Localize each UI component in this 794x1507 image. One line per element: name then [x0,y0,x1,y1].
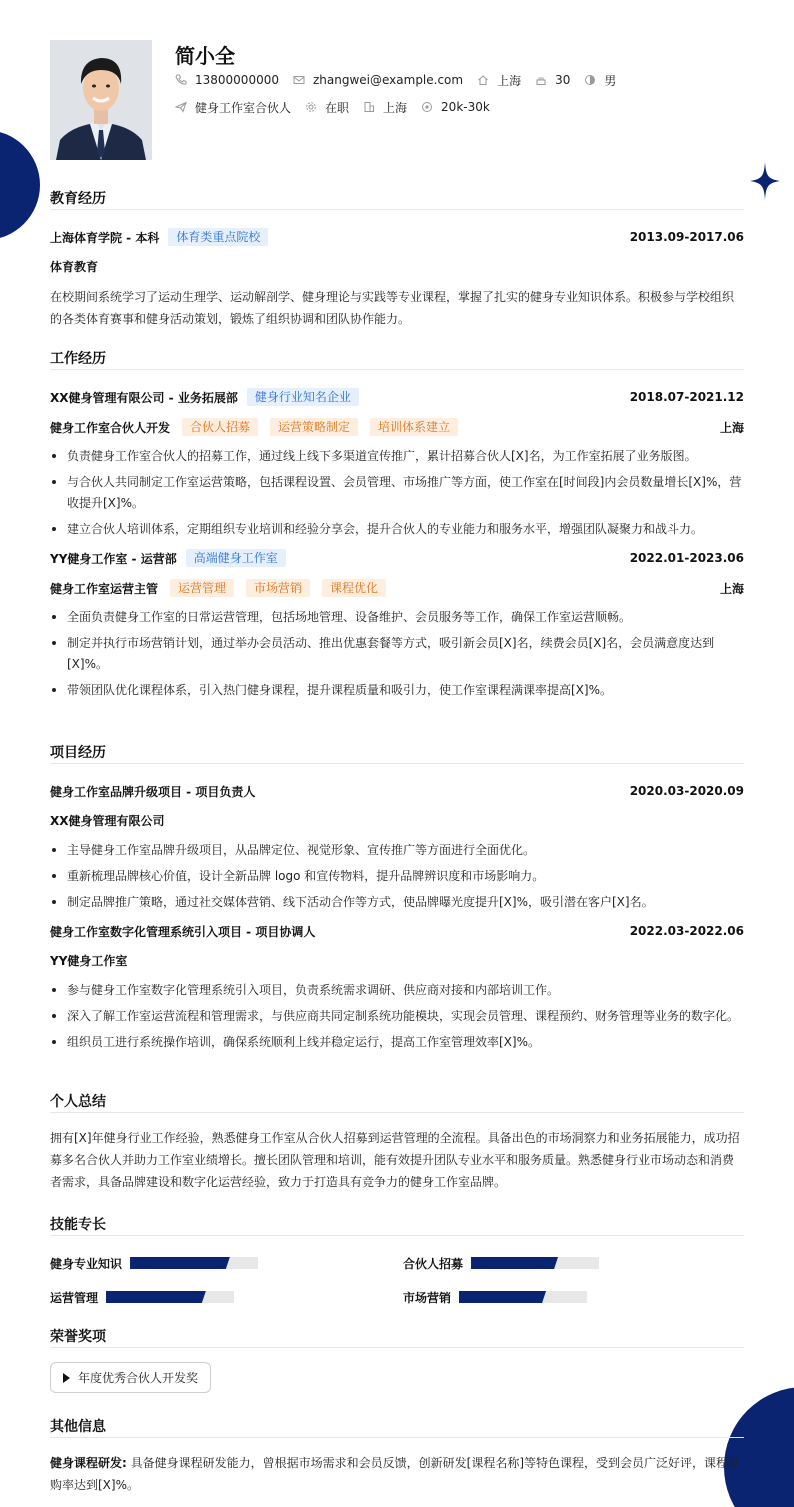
list-item: 制定并执行市场营销计划，通过举办会员活动、推出优惠套餐等方式，吸引新会员[X]名，续费会员[X]名，会员满意度达到[X]%。 [50,633,744,675]
skill-tag: 市场营销 [246,579,310,597]
project-bullets [50,840,744,913]
other-info-text [50,1452,744,1496]
section-title: 项目经历 [50,742,744,764]
skill-tag: 运营管理 [170,579,234,597]
work-section [50,348,744,706]
work-company-row [50,549,744,567]
list-item: 深入了解工作室运营流程和管理需求，与供应商共同定制系统功能模块，实现会员管理、课程预约、财务管理等业务的数字化。 [50,1006,744,1027]
skill-bar [471,1257,599,1269]
gear-icon [305,101,317,113]
list-item: 带领团队优化课程体系，引入热门健身课程，提升课程质量和吸引力，使工作室课程满课率提高[X]%。 [50,680,744,701]
age-text: 30 [555,73,571,87]
project-date: 2022.03-2022.06 [629,924,744,938]
list-item: 重新梳理品牌核心价值，设计全新品牌 logo 和宣传物料，提升品牌辨识度和市场影响力。 [50,866,744,887]
phone-text: 13800000000 [195,73,279,87]
project-org: YY健身工作室 [50,954,128,968]
work-company-row [50,388,744,406]
target-city-text: 上海 [383,100,408,115]
section-title: 工作经历 [50,348,744,370]
sparkle-icon [750,162,780,200]
skill-tag: 合伙人招募 [182,418,258,436]
candidate-name: 简小全 [175,44,235,68]
status-text: 在职 [325,100,350,115]
target-city-item [363,99,407,116]
award-name: 年度优秀合伙人开发奖 [78,1371,199,1385]
section-title: 其他信息 [50,1416,744,1438]
section-title: 个人总结 [50,1091,744,1113]
skill-name: 合伙人招募 [403,1256,464,1271]
school-name: 上海体育学院 - 本科 [50,230,160,245]
list-item: 制定品牌推广策略，通过社交媒体营销、线下活动合作等方式，使品牌曝光度提升[X]%，吸引潜在客户[X]名。 [50,892,744,913]
section-title: 技能专长 [50,1214,744,1236]
summary-section [50,1091,744,1193]
phone-item [175,73,279,87]
work-city: 上海 [719,420,744,435]
email-item [293,73,463,87]
skill-item [50,1255,258,1271]
company-name: XX健身管理有限公司 - 业务拓展部 [50,390,238,405]
resume-header [50,40,744,160]
skill-bar-fill [459,1291,546,1303]
home-icon [477,74,489,86]
project-header-row [50,922,744,940]
project-header-row [50,782,744,800]
work-bullets [50,607,744,701]
status-item [305,99,349,116]
mail-icon [293,74,305,86]
skill-bar [459,1291,587,1303]
work-item [50,549,744,701]
skill-name: 市场营销 [403,1290,452,1305]
work-bullets [50,446,744,540]
list-item: 组织员工进行系统操作培训，确保系统顺利上线并稳定运行，提高工作室管理效率[X]%。 [50,1032,744,1053]
decorative-circle-left [0,130,40,240]
other-info-content: 具备健身课程研发能力，曾根据市场需求和会员反馈，创新研发[课程名称]等特色课程，受到会员广泛好评，课程复购率达到[X]%。 [50,1456,741,1492]
work-role-row [50,579,744,597]
job-role: 健身工作室运营主管 [50,581,159,596]
list-item: 与合伙人共同制定工作室运营策略，包括课程设置、会员管理、市场推广等方面，使工作室在[时间段]内会员数量增长[X]%，营收提升[X]%。 [50,472,744,514]
age-item [535,73,570,87]
city-text: 上海 [497,73,522,88]
projects-section [50,742,744,1058]
list-item: 全面负责健身工作室的日常运营管理，包括场地管理、设备维护、会员服务等工作，确保工作室运营顺畅。 [50,607,744,628]
project-item [50,922,744,1053]
skill-name: 健身专业知识 [50,1256,123,1271]
project-name: 健身工作室数字化管理系统引入项目 - 项目协调人 [50,924,316,939]
section-title: 教育经历 [50,188,744,210]
education-date: 2013.09-2017.06 [629,230,744,244]
skill-tag: 课程优化 [322,579,386,597]
award-item[interactable] [50,1362,211,1393]
job-target-text: 健身工作室合伙人 [195,100,292,115]
education-section [50,188,744,330]
send-icon [175,101,187,113]
other-info-section [50,1416,744,1496]
skill-item [403,1289,587,1305]
project-item [50,782,744,913]
skill-item [403,1255,599,1271]
gender-item [584,72,616,89]
skill-bar-fill [106,1291,206,1303]
coin-icon [421,101,433,113]
company-name: YY健身工作室 - 运营部 [50,551,177,566]
skill-bar-fill [130,1257,230,1269]
salary-text: 20k-30k [441,100,490,114]
project-org: XX健身管理有限公司 [50,814,165,828]
skills-section [50,1214,744,1314]
work-date: 2022.01-2023.06 [629,551,744,565]
major-name: 体育教育 [50,260,99,274]
education-description: 在校期间系统学习了运动生理学、运动解剖学、健身理论与实践等专业课程，掌握了扎实的健身专业知识体系。积极参与学校组织的各类体育赛事和健身活动策划，锻炼了组织协调和团队协作能力。 [50,290,735,326]
work-role-row [50,418,744,436]
school-tag: 体育类重点院校 [168,228,268,246]
education-header-row [50,228,744,246]
list-item: 参与健身工作室数字化管理系统引入项目，负责系统需求调研、供应商对接和内部培训工作。 [50,980,744,1001]
awards-section [50,1326,744,1393]
work-date: 2018.07-2021.12 [629,390,744,404]
company-tag: 高端健身工作室 [186,549,286,567]
skill-item [50,1289,234,1305]
play-icon [63,1373,70,1383]
email-text: zhangwei@example.com [312,73,464,87]
list-item: 负责健身工作室合伙人的招募工作，通过线上线下多渠道宣传推广，累计招募合伙人[X]名，为工作室拓展了业务版图。 [50,446,744,467]
phone-icon [175,74,187,86]
job-target-item [175,99,291,116]
list-item: 建立合伙人培训体系，定期组织专业培训和经验分享会，提升合伙人的专业能力和服务水平，增强团队凝聚力和战斗力。 [50,519,744,540]
company-tag: 健身行业知名企业 [247,388,359,406]
city-item [477,72,521,89]
skill-name: 运营管理 [50,1290,99,1305]
section-title: 荣誉奖项 [50,1326,744,1348]
work-item [50,388,744,540]
job-role: 健身工作室合伙人开发 [50,420,171,435]
skill-bar [106,1291,234,1303]
gender-text: 男 [604,73,617,88]
skill-bar-fill [471,1257,558,1269]
skill-tag: 运营策略制定 [270,418,358,436]
other-info-label: 健身课程研发: [50,1456,127,1470]
cake-icon [535,74,547,86]
skill-bar [130,1257,258,1269]
project-bullets [50,980,744,1053]
skill-tag: 培训体系建立 [370,418,458,436]
gender-icon [584,74,596,86]
project-date: 2020.03-2020.09 [629,784,744,798]
work-city: 上海 [719,581,744,596]
summary-text: 拥有[X]年健身行业工作经验，熟悉健身工作室从合伙人招募到运营管理的全流程。具备出色的市场洞察力和业务拓展能力，成功招募多名合伙人并助力工作室业绩增长。擅长团队管理和培训，能有效提升团队专业水平和服务质量。熟悉健身行业市场动态和消费者需求，具备品牌建设和数字化运营经验，致力于打造具有竞争力的健身工作室品牌。 [50,1131,740,1189]
list-item: 主导健身工作室品牌升级项目，从品牌定位、视觉形象、宣传推广等方面进行全面优化。 [50,840,744,861]
avatar [50,40,152,160]
job-intent-row [175,98,504,116]
building-icon [363,101,375,113]
salary-item [421,100,490,114]
contact-info-row [175,71,630,89]
project-name: 健身工作室品牌升级项目 - 项目负责人 [50,784,256,799]
